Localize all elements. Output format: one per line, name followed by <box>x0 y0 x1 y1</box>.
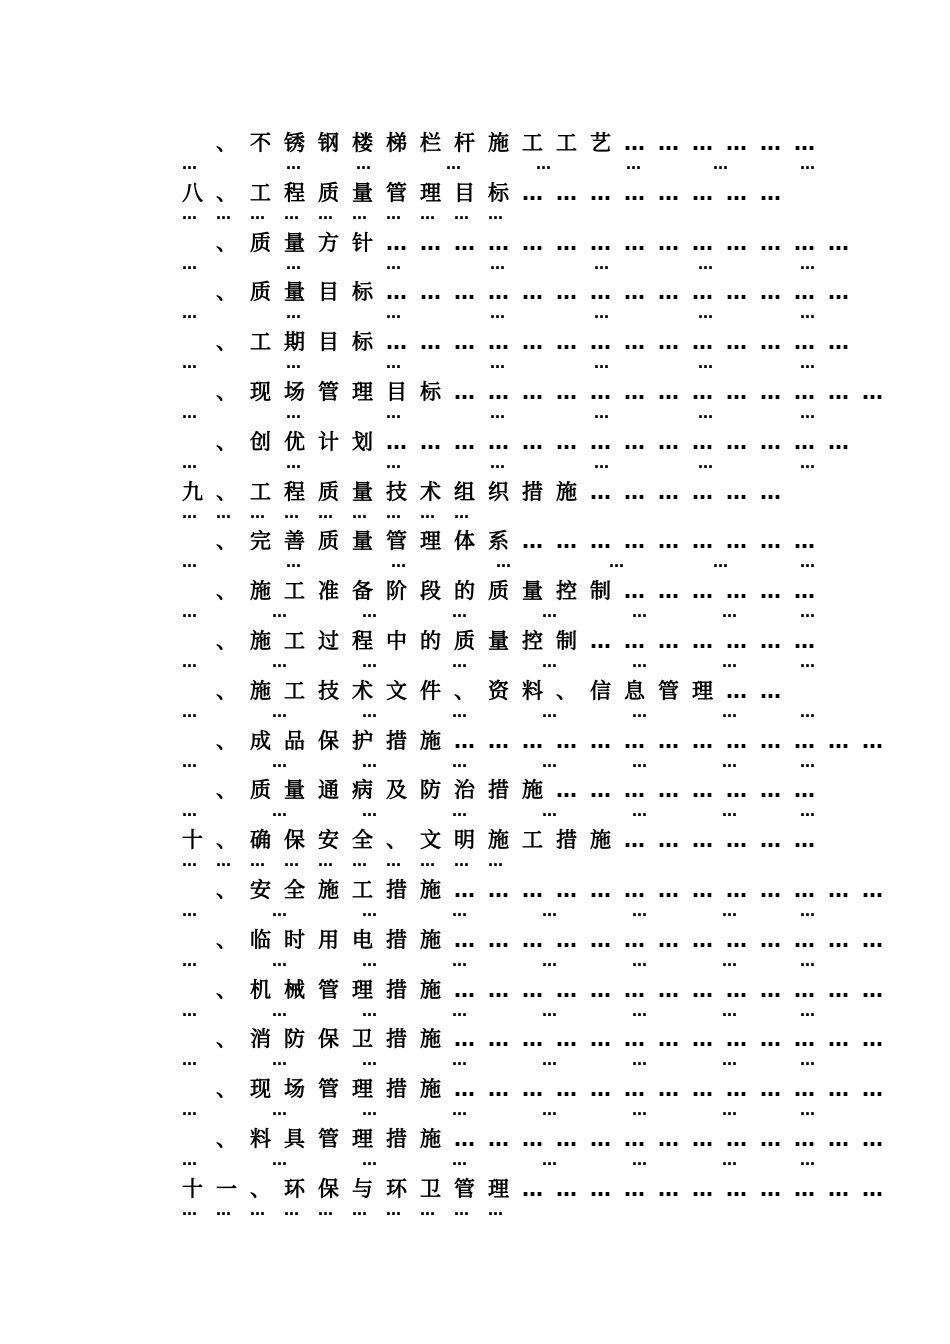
leader-dots: … <box>386 404 401 422</box>
toc-entry-text: 、施工准备阶段的质量控制……………… <box>216 579 828 604</box>
leader-dots: … <box>182 902 197 920</box>
toc-entry-text: 、质量通病及防治措施…………………… <box>216 778 828 803</box>
toc-entry-text: 、创优计划…………………………………… <box>216 429 862 454</box>
toc-entry-text: 、质量方针…………………………………… <box>216 230 862 255</box>
toc-entry-text: 、临时用电措施………………………………… <box>216 927 896 952</box>
leader-dots: … <box>284 503 299 522</box>
leader-dots: … <box>386 354 401 373</box>
leader-dots: … <box>452 1001 467 1020</box>
leader-dots: … <box>362 802 377 821</box>
toc-entry-text: 、成品保护措施………………………………… <box>216 728 896 753</box>
leader-dots: … <box>182 653 197 671</box>
leader-dots: … <box>250 503 265 522</box>
leader-dots: … <box>362 902 377 920</box>
toc-entry[interactable] <box>182 875 896 925</box>
toc-entry-text: 、质量目标…………………………………… <box>216 280 862 305</box>
leader-dots: … <box>182 553 197 572</box>
leader-dots: … <box>632 603 647 622</box>
leader-dots: … <box>490 254 505 273</box>
leader-dots: … <box>272 1051 287 1070</box>
leader-dots: … <box>713 155 728 173</box>
toc-entry-text: 、工期目标…………………………………… <box>216 330 862 355</box>
leader-dots: … <box>420 852 435 871</box>
leader-dots: … <box>632 802 647 821</box>
leader-dots: … <box>182 204 197 223</box>
leader-dots: … <box>352 1200 367 1219</box>
leader-dots: … <box>362 1001 377 1020</box>
toc-entry[interactable] <box>182 676 822 726</box>
leader-dots: … <box>722 603 737 622</box>
toc-entry[interactable] <box>182 576 828 626</box>
toc-entry[interactable] <box>182 775 828 825</box>
toc-entry[interactable] <box>182 427 862 477</box>
leader-dots: … <box>722 1051 737 1070</box>
leader-dots: … <box>594 453 609 472</box>
leader-dots: … <box>452 802 467 821</box>
leader-dots: … <box>722 752 737 771</box>
leader-dots: … <box>272 1001 287 1020</box>
toc-entry-text: 八、工程质量管理目标…………………… <box>182 180 794 205</box>
leader-dots: … <box>182 503 197 522</box>
leader-dots: … <box>318 1200 333 1219</box>
leader-dots: … <box>452 702 467 721</box>
leader-dots: … <box>632 653 647 671</box>
leader-dots: … <box>286 553 301 572</box>
leader-dots: … <box>216 503 231 522</box>
leader-dots: … <box>698 404 713 422</box>
leader-dots: … <box>272 951 287 970</box>
leader-dots: … <box>182 702 197 721</box>
leader-dots: … <box>542 653 557 671</box>
leader-dots: … <box>286 254 301 273</box>
toc-entry-text: 、料具管理措施………………………………… <box>216 1127 896 1151</box>
toc-entry-text: 、安全施工措施………………………………… <box>216 878 896 902</box>
leader-dots: … <box>594 404 609 422</box>
leader-dots: … <box>386 304 401 323</box>
leader-dots: … <box>272 603 287 622</box>
leader-dots: … <box>452 752 467 771</box>
leader-dots: … <box>386 852 401 871</box>
leader-dots: … <box>446 155 461 173</box>
toc-entry-text: 、施工技术文件、资料、信息管理…… <box>216 678 794 703</box>
leader-dots: … <box>542 1151 557 1169</box>
leader-dots: … <box>182 254 197 273</box>
leader-dots: … <box>452 1151 467 1169</box>
leader-dots: … <box>490 304 505 323</box>
leader-dots: … <box>182 155 197 173</box>
toc-entry[interactable] <box>182 178 822 228</box>
toc-entry[interactable] <box>182 925 896 975</box>
leader-dots: … <box>318 852 333 871</box>
leader-dots: … <box>713 553 728 572</box>
toc-entry[interactable] <box>182 526 828 576</box>
leader-dots: … <box>182 752 197 771</box>
leader-dots: … <box>722 653 737 671</box>
leader-dots: … <box>800 902 815 920</box>
leader-dots: … <box>352 503 367 522</box>
leader-dots: … <box>698 354 713 373</box>
leader-dots: … <box>800 553 815 572</box>
leader-dots: … <box>722 951 737 970</box>
leader-dots: … <box>800 354 815 373</box>
toc-entry-text: 九、工程质量技术组织措施……………… <box>182 479 794 504</box>
leader-dots: … <box>286 155 301 173</box>
leader-dots: … <box>362 1051 377 1070</box>
leader-dots: … <box>250 1200 265 1219</box>
leader-dots: … <box>490 404 505 422</box>
leader-dots: … <box>362 702 377 721</box>
leader-dots: … <box>800 603 815 622</box>
toc-entry-text: 、消防保卫措施………………………………… <box>216 1027 896 1052</box>
leader-dots: … <box>272 1101 287 1120</box>
leader-dots: … <box>362 752 377 771</box>
leader-dots: … <box>542 1051 557 1070</box>
leader-dots: … <box>182 1151 197 1169</box>
toc-entry[interactable] <box>182 128 828 178</box>
toc-entry[interactable] <box>182 277 862 327</box>
toc-entry-text: 、机械管理措施………………………………… <box>216 977 896 1002</box>
leader-dots: … <box>182 852 197 871</box>
leader-dots: … <box>272 802 287 821</box>
leader-dots: … <box>284 852 299 871</box>
leader-dots: … <box>698 304 713 323</box>
leader-dots: … <box>272 902 287 920</box>
leader-dots: … <box>182 1051 197 1070</box>
leader-dots: … <box>594 254 609 273</box>
leader-dots: … <box>272 653 287 671</box>
leader-dots: … <box>250 204 265 223</box>
leader-dots: … <box>386 453 401 472</box>
leader-dots: … <box>362 951 377 970</box>
leader-dots: … <box>488 852 503 871</box>
leader-dots: … <box>490 354 505 373</box>
leader-dots: … <box>542 702 557 721</box>
toc-entry[interactable] <box>182 1124 896 1174</box>
leader-dots: … <box>722 1101 737 1120</box>
leader-dots: … <box>386 204 401 223</box>
leader-dots: … <box>800 304 815 323</box>
leader-dots: … <box>542 752 557 771</box>
leader-dots: … <box>386 254 401 273</box>
leader-dots: … <box>490 453 505 472</box>
leader-dots: … <box>420 503 435 522</box>
leader-dots: … <box>386 1200 401 1219</box>
leader-dots: … <box>800 404 815 422</box>
leader-dots: … <box>542 603 557 622</box>
leader-dots: … <box>542 902 557 920</box>
toc-entry[interactable] <box>182 1024 896 1074</box>
leader-dots: … <box>286 453 301 472</box>
leader-dots: … <box>452 951 467 970</box>
leader-dots: … <box>386 503 401 522</box>
leader-dots: … <box>632 1151 647 1169</box>
leader-dots: … <box>182 603 197 622</box>
toc-entry[interactable] <box>182 327 862 377</box>
leader-dots: … <box>800 155 815 173</box>
leader-dots: … <box>356 155 371 173</box>
leader-dots: … <box>362 603 377 622</box>
leader-dots: … <box>216 852 231 871</box>
leader-dots: … <box>800 1101 815 1120</box>
leader-dots: … <box>542 802 557 821</box>
leader-dots: … <box>284 204 299 223</box>
leader-dots: … <box>632 1101 647 1120</box>
leader-dots: … <box>452 902 467 920</box>
leader-dots: … <box>632 752 647 771</box>
leader-dots: … <box>800 1001 815 1020</box>
leader-dots: … <box>250 852 265 871</box>
leader-dots: … <box>594 304 609 323</box>
leader-dots: … <box>632 902 647 920</box>
leader-dots: … <box>800 951 815 970</box>
leader-dots: … <box>452 1101 467 1120</box>
toc-entry[interactable] <box>182 726 896 776</box>
leader-dots: … <box>698 453 713 472</box>
leader-dots: … <box>318 503 333 522</box>
leader-dots: … <box>182 453 197 472</box>
leader-dots: … <box>182 1001 197 1020</box>
toc-entry[interactable] <box>182 477 822 527</box>
leader-dots: … <box>362 1101 377 1120</box>
leader-dots: … <box>454 1200 469 1219</box>
leader-dots: … <box>318 204 333 223</box>
leader-dots: … <box>800 254 815 273</box>
leader-dots: … <box>182 304 197 323</box>
leader-dots: … <box>452 653 467 671</box>
leader-dots: … <box>800 453 815 472</box>
leader-dots: … <box>272 702 287 721</box>
leader-dots: … <box>454 852 469 871</box>
toc-entry[interactable] <box>182 377 896 427</box>
leader-dots: … <box>800 752 815 771</box>
leader-dots: … <box>800 1051 815 1070</box>
leader-dots: … <box>362 653 377 671</box>
leader-dots: … <box>454 204 469 223</box>
leader-dots: … <box>496 553 511 572</box>
leader-dots: … <box>420 1200 435 1219</box>
leader-dots: … <box>286 404 301 422</box>
leader-dots: … <box>632 951 647 970</box>
leader-dots: … <box>454 503 469 522</box>
leader-dots: … <box>722 902 737 920</box>
leader-dots: … <box>452 1051 467 1070</box>
leader-dots: … <box>286 354 301 373</box>
leader-dots: … <box>216 204 231 223</box>
leader-dots: … <box>800 1151 815 1169</box>
leader-dots: … <box>452 603 467 622</box>
leader-dots: … <box>272 752 287 771</box>
leader-dots: … <box>420 204 435 223</box>
leader-dots: … <box>182 951 197 970</box>
leader-dots: … <box>800 653 815 671</box>
leader-dots: … <box>286 304 301 323</box>
leader-dots: … <box>542 951 557 970</box>
leader-dots: … <box>542 1101 557 1120</box>
toc-entry-text: 、现场管理措施………………………………… <box>216 1077 896 1102</box>
leader-dots: … <box>632 702 647 721</box>
toc-entry-text: 、施工过程中的质量控制………………… <box>216 629 828 653</box>
leader-dots: … <box>626 155 641 173</box>
leader-dots: … <box>352 204 367 223</box>
leader-dots: … <box>536 155 551 173</box>
leader-dots: … <box>722 702 737 721</box>
leader-dots: … <box>722 1001 737 1020</box>
leader-dots: … <box>284 1200 299 1219</box>
leader-dots: … <box>632 1051 647 1070</box>
leader-dots: … <box>632 1001 647 1020</box>
toc-entry-text: 、不锈钢楼梯栏杆施工工艺……………… <box>216 131 828 155</box>
toc-entry[interactable] <box>182 626 828 676</box>
toc-entry-text: 、完善质量管理体系……………………… <box>216 529 828 554</box>
toc-entry[interactable] <box>182 1174 896 1224</box>
leader-dots: … <box>362 1151 377 1169</box>
leader-dots: … <box>609 553 624 572</box>
toc-entry[interactable] <box>182 975 896 1025</box>
toc-entry-text: 十一、环保与环卫管理…………………………… <box>182 1176 896 1201</box>
toc-entry-text: 十、确保安全、文明施工措施……………… <box>182 828 828 853</box>
leader-dots: … <box>272 1151 287 1169</box>
leader-dots: … <box>488 1200 503 1219</box>
leader-dots: … <box>488 204 503 223</box>
toc-entry[interactable] <box>182 825 828 875</box>
leader-dots: … <box>352 852 367 871</box>
toc-entry[interactable] <box>182 1074 896 1124</box>
leader-dots: … <box>542 1001 557 1020</box>
leader-dots: … <box>182 802 197 821</box>
leader-dots: … <box>391 553 406 572</box>
leader-dots: … <box>722 802 737 821</box>
leader-dots: … <box>182 1200 197 1219</box>
leader-dots: … <box>182 404 197 422</box>
leader-dots: … <box>216 1200 231 1219</box>
leader-dots: … <box>182 1101 197 1120</box>
leader-dots: … <box>800 802 815 821</box>
toc-entry[interactable] <box>182 228 862 278</box>
leader-dots: … <box>722 1151 737 1169</box>
leader-dots: … <box>698 254 713 273</box>
leader-dots: … <box>594 354 609 373</box>
toc-entry-text: 、现场管理目标………………………………… <box>216 380 896 404</box>
leader-dots: … <box>182 354 197 373</box>
leader-dots: … <box>800 702 815 721</box>
